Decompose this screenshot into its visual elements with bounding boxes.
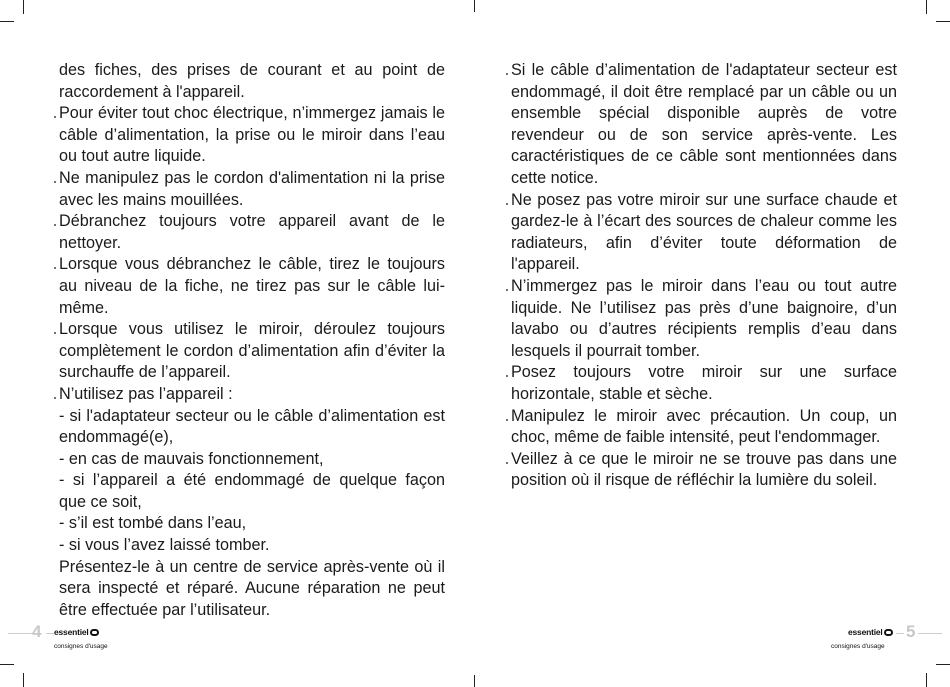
crop-mark <box>23 0 24 14</box>
brand-subtitle: consignes d'usage <box>831 643 885 650</box>
crop-mark <box>926 673 927 687</box>
right-page-text <box>511 60 897 492</box>
crop-mark <box>474 675 475 687</box>
brand-subtitle: consignes d'usage <box>54 643 108 650</box>
bullet-paragraph: N’immergez pas le miroir dans l’eau ou tout autre liquide. Ne l’utilisez pas près d’une baignoire, d’un lavabo ou d’autres récipients remplis d’eau dans lesquels il pourrait tomber. <box>511 276 897 362</box>
bullet-paragraph: Veillez à ce que le miroir ne se trouve pas dans une position où il risque de réfléchir la lumière du soleil. <box>511 449 897 492</box>
bullet-paragraph: Débranchez toujours votre appareil avant de le nettoyer. <box>59 211 445 254</box>
crop-mark <box>474 0 475 12</box>
brand-name: essentiel <box>54 627 89 637</box>
bullet-paragraph: Lorsque vous débranchez le câble, tirez le toujours au niveau de la fiche, ne tirez pas sur le câble lui-même. <box>59 254 445 319</box>
paragraph: des fiches, des prises de courant et au point de raccordement à l'appareil. <box>59 61 445 101</box>
bullet-paragraph: Manipulez le miroir avec précaution. Un coup, un choc, même de faible intensité, peut l'endommager. <box>511 406 897 449</box>
paragraph: Présentez-le à un centre de service après-vente où il sera inspecté et réparé. Aucune réparation ne peut être effectuée par l’utilisateur. <box>59 557 445 619</box>
footer-rule <box>896 633 904 634</box>
brand-mark-icon <box>90 629 99 636</box>
footer-rule <box>46 633 54 634</box>
bullet-paragraph: Lorsque vous utilisez le miroir, déroulez toujours complètement le cordon d’alimentation afin d’éviter la surchauffe de l’appareil. <box>59 319 445 384</box>
list-item: - si l'adaptateur secteur ou le câble d’alimentation est endommagé(e), <box>59 406 445 447</box>
crop-mark <box>926 0 927 14</box>
list-item: - s’il est tombé dans l’eau, <box>59 514 247 533</box>
footer-rule <box>8 633 33 634</box>
crop-mark <box>23 673 24 687</box>
list-item: - si vous l’avez laissé tomber. <box>59 536 270 555</box>
brand-name: essentiel <box>848 627 883 637</box>
brand-logo <box>848 627 893 637</box>
list-item: - en cas de mauvais fonctionnement, <box>59 449 324 468</box>
footer-rule <box>918 633 942 634</box>
list-item: - si l’appareil a été endommagé de quelque façon que ce soit, <box>59 471 445 511</box>
bullet-paragraph: Si le câble d’alimentation de l'adaptateur secteur est endommagé, il doit être remplacé par un câble ou un ensemble spécial disponible auprès de votre revendeur ou de son service après-vente. Les caractéristiques de ce câble sont mentionnées dans cette notice. <box>511 60 897 190</box>
crop-mark <box>0 664 14 665</box>
page-number: 5 <box>906 622 916 641</box>
crop-mark <box>936 664 950 665</box>
bullet-paragraph: N’utilisez pas l’appareil : <box>59 384 445 406</box>
brand-mark-icon <box>884 629 893 636</box>
bullet-paragraph: Ne manipulez pas le cordon d'alimentation ni la prise avec les mains mouillées. <box>59 168 445 211</box>
bullet-paragraph: Ne posez pas votre miroir sur une surface chaude et gardez-le à l’écart des sources de chaleur comme les radiateurs, afin d’éviter toute déformation de l'appareil. <box>511 190 897 276</box>
page-number: 4 <box>32 622 42 641</box>
bullet-paragraph: Pour éviter tout choc électrique, n’immergez jamais le câble d’alimentation, la prise ou le miroir dans l’eau ou tout autre liquide. <box>59 103 445 168</box>
bullet-paragraph: Posez toujours votre miroir sur une surface horizontale, stable et sèche. <box>511 362 897 405</box>
brand-logo <box>54 627 99 637</box>
crop-mark <box>0 21 14 22</box>
crop-mark <box>936 21 950 22</box>
left-page-text <box>59 60 445 621</box>
